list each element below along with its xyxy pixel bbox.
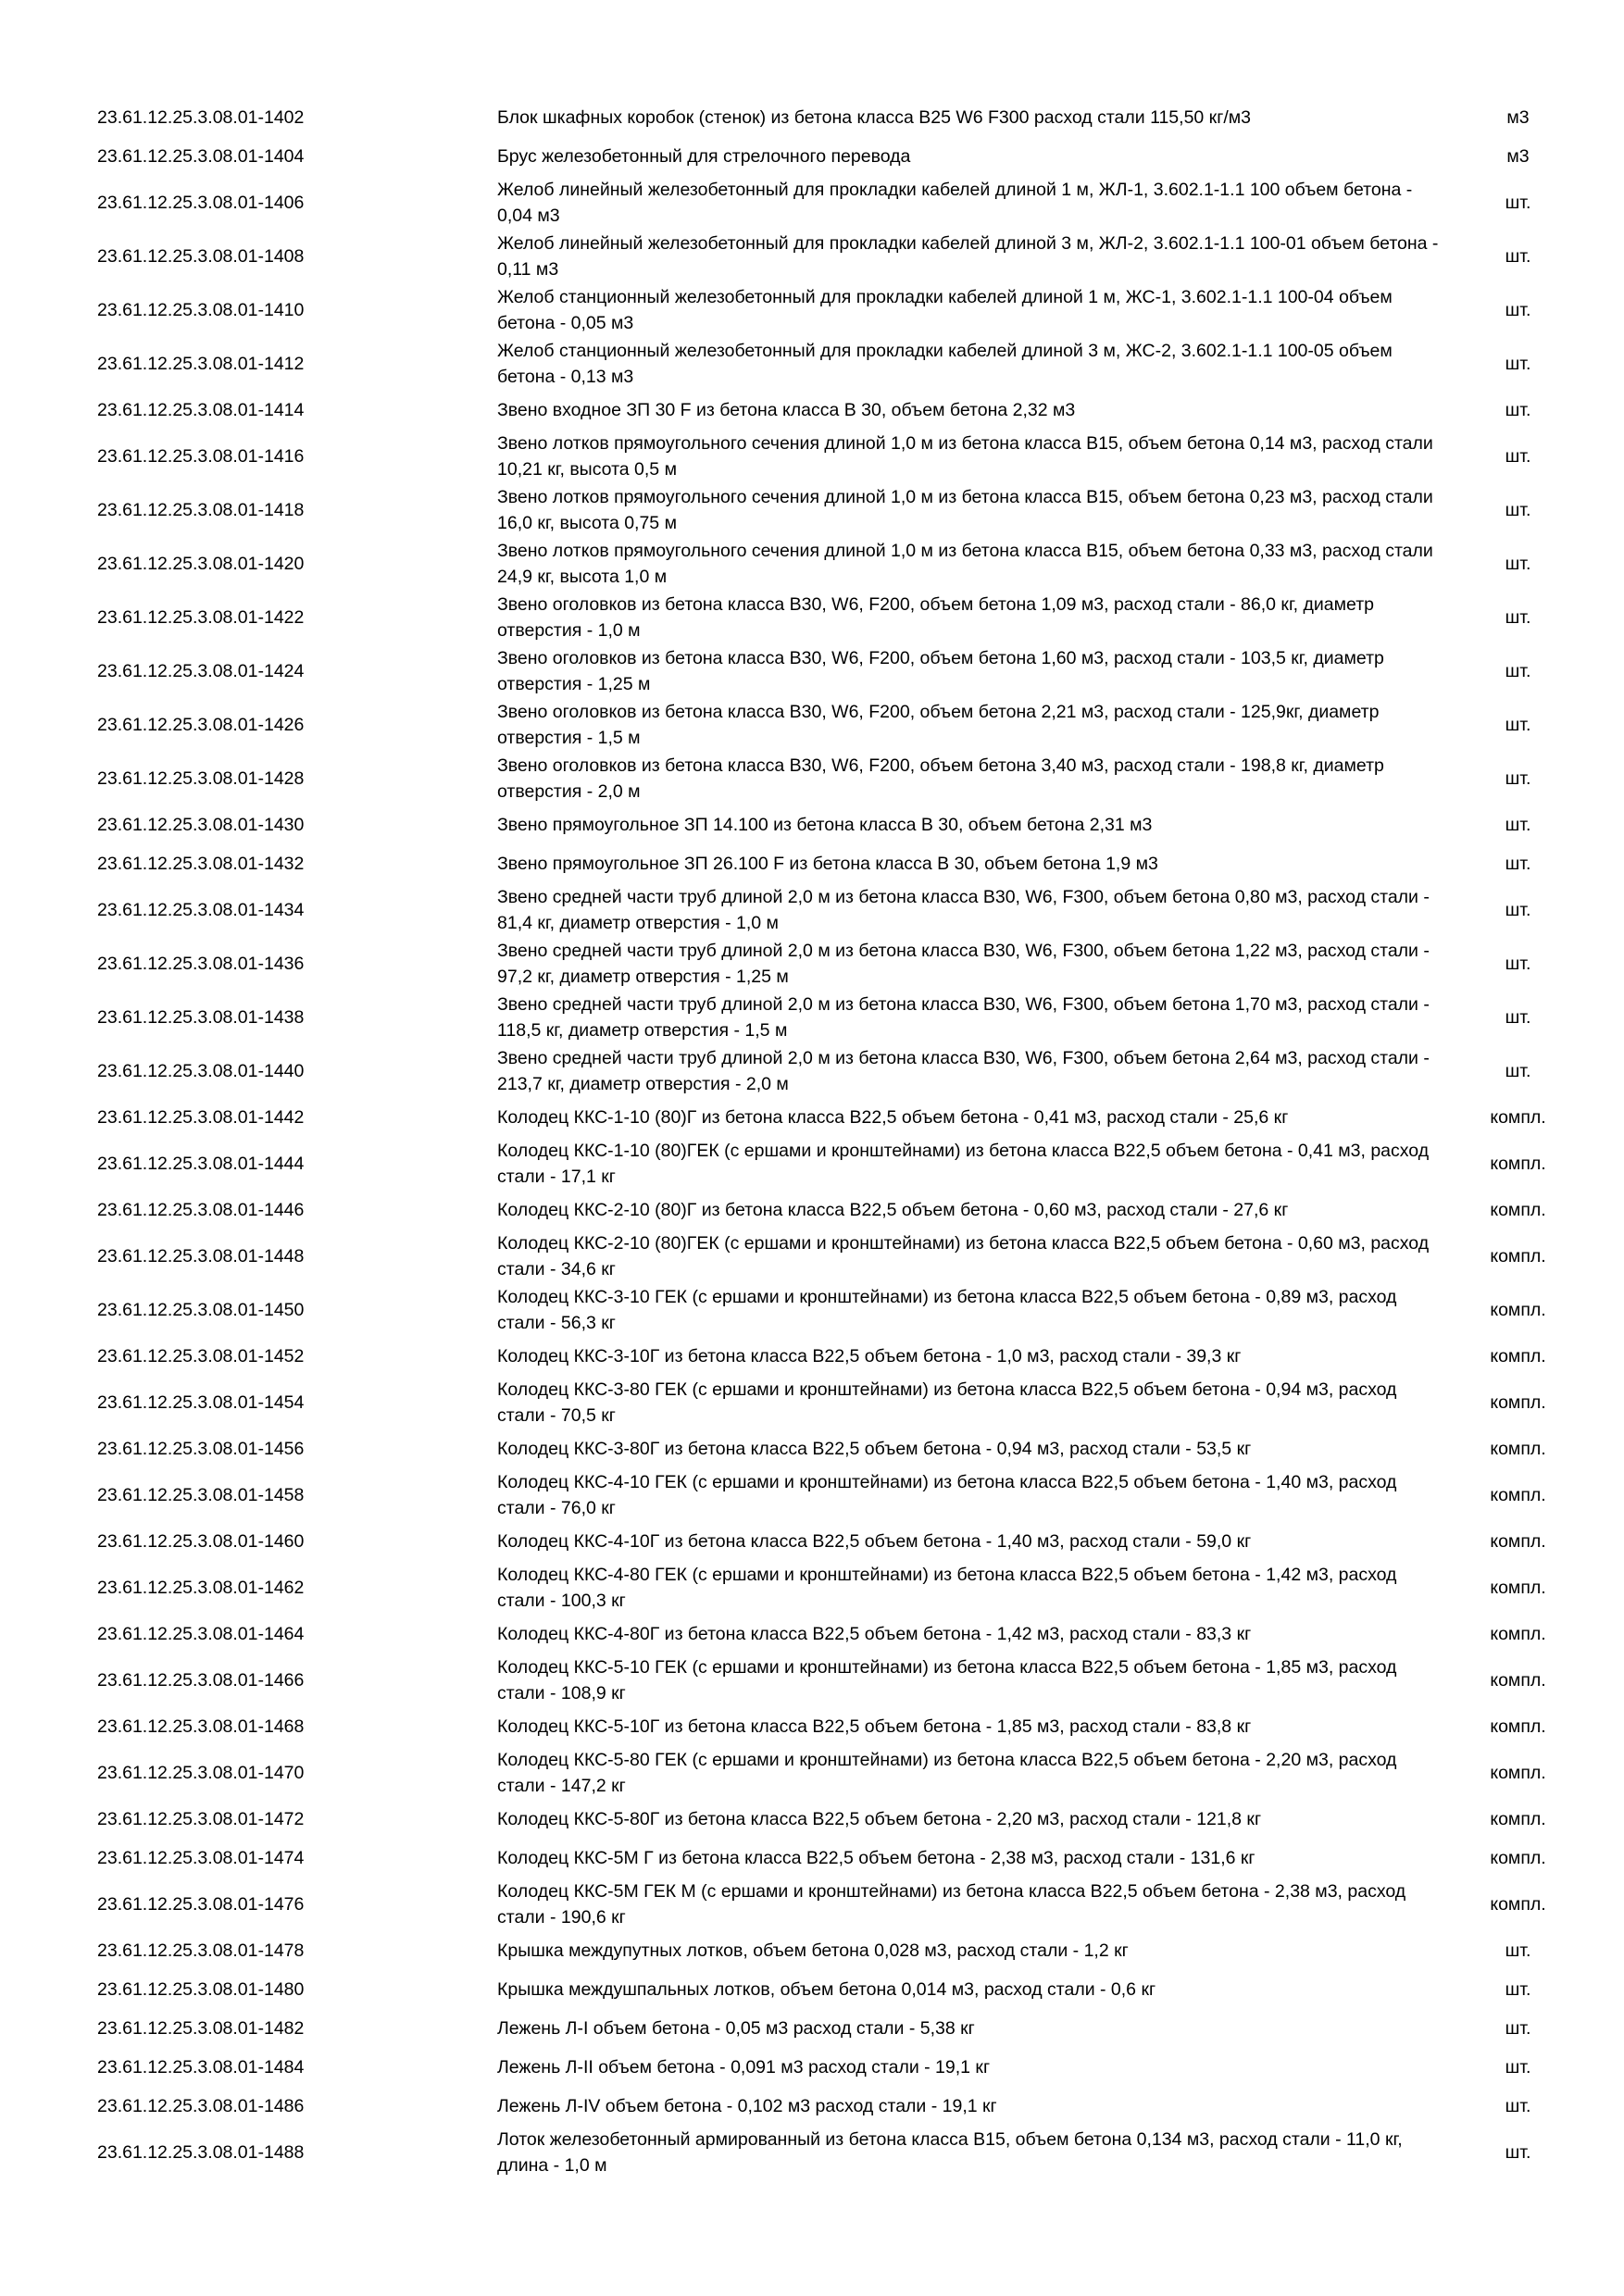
item-code: 23.61.12.25.3.08.01-1414 [97,400,305,420]
item-name: Колодец ККС-2-10 (80)Г из бетона класса В22,5 объем бетона - 0,60 м3, расход стали - 27,6 кг [497,1200,1289,1220]
item-name: Крышка междупутных лотков, объем бетона 0,028 м3, расход стали - 1,2 кг [497,1940,1129,1961]
item-code: 23.61.12.25.3.08.01-1476 [97,1894,305,1915]
item-unit: компл. [1490,1848,1546,1868]
item-name: Колодец ККС-5-10 ГЕК (с ершами и кронштейнами) из бетона класса В22,5 объем бетона - 1,85 м3, расход стали - 108,9 кг [497,1657,1397,1703]
item-code: 23.61.12.25.3.08.01-1432 [97,854,305,874]
table-row [0,937,1624,991]
item-name: Колодец ККС-5М ГЕК М (с ершами и кронштейнами) из бетона класса В22,5 объем бетона - 2,38 м3, расход стали - 190,6 кг [497,1881,1406,1928]
item-name: Колодец ККС-4-10Г из бетона класса В22,5 объем бетона - 1,40 м3, расход стали - 59,0 кг [497,1531,1252,1552]
item-code: 23.61.12.25.3.08.01-1440 [97,1061,305,1081]
table-row [0,430,1624,483]
item-unit: шт. [1505,715,1531,735]
item-unit: компл. [1490,1300,1546,1320]
item-name: Звено оголовков из бетона класса В30, W6, F200, объем бетона 1,09 м3, расход стали - 86,0 кг, диаметр отверстия - 1,0 м [497,594,1375,641]
item-code: 23.61.12.25.3.08.01-1470 [97,1763,305,1783]
table-row [0,1229,1624,1283]
item-code: 23.61.12.25.3.08.01-1412 [97,354,305,374]
item-name: Колодец ККС-2-10 (80)ГЕК (с ершами и кронштейнами) из бетона класса В22,5 объем бетона - 0,60 м3, расход стали - 34,6 кг [497,1233,1430,1279]
item-name: Звено средней части труб длиной 2,0 м из бетона класса В30, W6, F300, объем бетона 1,70 м3, расход стали - 118,5 кг, диаметр отверстия - 1,5 м [497,994,1430,1041]
item-name: Звено лотков прямоугольного сечения длиной 1,0 м из бетона класса В15, объем бетона 0,23 м3, расход стали 16,0 кг, высота 0,75 м [497,487,1433,533]
item-code: 23.61.12.25.3.08.01-1410 [97,300,305,320]
item-name: Звено оголовков из бетона класса В30, W6, F200, объем бетона 2,21 м3, расход стали - 125,9кг, диаметр отверстия - 1,5 м [497,702,1380,748]
table-row [0,1429,1624,1468]
item-unit: компл. [1490,1670,1546,1691]
item-unit: компл. [1490,1154,1546,1174]
table-row [0,591,1624,644]
item-name: Лежень Л-IV объем бетона - 0,102 м3 расход стали - 19,1 кг [497,2096,997,2116]
item-code: 23.61.12.25.3.08.01-1446 [97,1200,305,1220]
item-code: 23.61.12.25.3.08.01-1468 [97,1716,305,1737]
item-code: 23.61.12.25.3.08.01-1456 [97,1439,305,1459]
item-name: Колодец ККС-3-80Г из бетона класса В22,5 объем бетона - 0,94 м3, расход стали - 53,5 кг [497,1439,1252,1459]
item-code: 23.61.12.25.3.08.01-1488 [97,2142,305,2163]
item-unit: шт. [1505,768,1531,789]
item-code: 23.61.12.25.3.08.01-1486 [97,2096,305,2116]
item-code: 23.61.12.25.3.08.01-1436 [97,954,305,974]
item-name: Колодец ККС-3-10Г из бетона класса В22,5 объем бетона - 1,0 м3, расход стали - 39,3 кг [497,1346,1242,1366]
table-row [0,1191,1624,1229]
item-name: Колодец ККС-3-80 ГЕК (с ершами и кронштейнами) из бетона класса В22,5 объем бетона - 0,94 м3, расход стали - 70,5 кг [497,1379,1397,1426]
item-name: Лежень Л-I объем бетона - 0,05 м3 расход стали - 5,38 кг [497,2018,975,2039]
item-code: 23.61.12.25.3.08.01-1458 [97,1485,305,1505]
item-code: 23.61.12.25.3.08.01-1466 [97,1670,305,1691]
item-name: Звено средней части труб длиной 2,0 м из бетона класса В30, W6, F300, объем бетона 2,64 м3, расход стали - 213,7 кг, диаметр отверстия - 2,0 м [497,1048,1430,1094]
table-row [0,1561,1624,1615]
item-unit: шт. [1505,300,1531,320]
table-row [0,1970,1624,2009]
table-row [0,2126,1624,2179]
item-code: 23.61.12.25.3.08.01-1420 [97,554,305,574]
item-code: 23.61.12.25.3.08.01-1484 [97,2057,305,2078]
table-row [0,1522,1624,1561]
table-row [0,337,1624,391]
table-row [0,1931,1624,1970]
item-unit: шт. [1505,900,1531,920]
table-row [0,2048,1624,2087]
item-code: 23.61.12.25.3.08.01-1474 [97,1848,305,1868]
item-unit: шт. [1505,354,1531,374]
item-code: 23.61.12.25.3.08.01-1408 [97,246,305,267]
item-unit: шт. [1505,246,1531,267]
item-unit: шт. [1505,446,1531,467]
item-unit: м3 [1506,107,1530,128]
item-code: 23.61.12.25.3.08.01-1418 [97,500,305,520]
item-name: Желоб станционный железобетонный для прокладки кабелей длиной 1 м, ЖС-1, 3.602.1-1.1 100-04 объем бетона - 0,05 м3 [497,287,1393,333]
item-code: 23.61.12.25.3.08.01-1406 [97,193,305,213]
item-unit: компл. [1490,1624,1546,1644]
item-name: Звено прямоугольное ЗП 26.100 F из бетона класса В 30, объем бетона 1,9 м3 [497,854,1158,874]
item-name: Звено прямоугольное ЗП 14.100 из бетона класса В 30, объем бетона 2,31 м3 [497,815,1153,835]
item-unit: шт. [1505,2057,1531,2078]
table-row [0,644,1624,698]
item-name: Желоб станционный железобетонный для прокладки кабелей длиной 3 м, ЖС-2, 3.602.1-1.1 100-05 объем бетона - 0,13 м3 [497,341,1393,387]
item-code: 23.61.12.25.3.08.01-1462 [97,1578,305,1598]
item-unit: шт. [1505,2142,1531,2163]
table-row [0,483,1624,537]
item-unit: компл. [1490,1346,1546,1366]
item-unit: компл. [1490,1763,1546,1783]
item-code: 23.61.12.25.3.08.01-1438 [97,1007,305,1028]
table-row [0,1707,1624,1746]
item-name: Звено лотков прямоугольного сечения длиной 1,0 м из бетона класса В15, объем бетона 0,33 м3, расход стали 24,9 кг, высота 1,0 м [497,541,1433,587]
item-code: 23.61.12.25.3.08.01-1422 [97,607,305,628]
item-unit: шт. [1505,815,1531,835]
table-row [0,1283,1624,1337]
item-code: 23.61.12.25.3.08.01-1460 [97,1531,305,1552]
item-name: Звено лотков прямоугольного сечения длиной 1,0 м из бетона класса В15, объем бетона 0,14 м3, расход стали 10,21 кг, высота 0,5 м [497,433,1433,480]
item-unit: шт. [1505,954,1531,974]
table-row [0,230,1624,283]
item-code: 23.61.12.25.3.08.01-1426 [97,715,305,735]
item-unit: компл. [1490,1392,1546,1413]
item-code: 23.61.12.25.3.08.01-1454 [97,1392,305,1413]
item-name: Колодец ККС-5-10Г из бетона класса В22,5 объем бетона - 1,85 м3, расход стали - 83,8 кг [497,1716,1252,1737]
table-row [0,1615,1624,1653]
item-unit: компл. [1490,1578,1546,1598]
item-unit: шт. [1505,854,1531,874]
table-row [0,1468,1624,1522]
table-row [0,883,1624,937]
item-name: Звено средней части труб длиной 2,0 м из бетона класса В30, W6, F300, объем бетона 0,80 м3, расход стали - 81,4 кг, диаметр отверстия - 1,0 м [497,887,1430,933]
item-name: Колодец ККС-1-10 (80)Г из бетона класса В22,5 объем бетона - 0,41 м3, расход стали - 25,6 кг [497,1107,1289,1128]
item-unit: шт. [1505,2018,1531,2039]
item-name: Брус железобетонный для стрелочного перевода [497,146,911,167]
item-unit: компл. [1490,1531,1546,1552]
table-row [0,98,1624,137]
table-row [0,1653,1624,1707]
item-unit: шт. [1505,400,1531,420]
item-code: 23.61.12.25.3.08.01-1482 [97,2018,305,2039]
item-name: Колодец ККС-5М Г из бетона класса В22,5 объем бетона - 2,38 м3, расход стали - 131,6 кг [497,1848,1255,1868]
item-name: Звено оголовков из бетона класса В30, W6, F200, объем бетона 1,60 м3, расход стали - 103,5 кг, диаметр отверстия - 1,25 м [497,648,1384,694]
item-code: 23.61.12.25.3.08.01-1450 [97,1300,305,1320]
table-row [0,1800,1624,1839]
item-name: Звено оголовков из бетона класса В30, W6, F200, объем бетона 3,40 м3, расход стали - 198,8 кг, диаметр отверстия - 2,0 м [497,755,1384,802]
table-row [0,1839,1624,1878]
table-row [0,1746,1624,1800]
table-row [0,1337,1624,1376]
item-code: 23.61.12.25.3.08.01-1480 [97,1979,305,2000]
item-name: Блок шкафных коробок (стенок) из бетона класса B25 W6 F300 расход стали 115,50 кг/м3 [497,107,1251,128]
item-code: 23.61.12.25.3.08.01-1430 [97,815,305,835]
table-row [0,176,1624,230]
item-code: 23.61.12.25.3.08.01-1452 [97,1346,305,1366]
item-code: 23.61.12.25.3.08.01-1464 [97,1624,305,1644]
table-row [0,2009,1624,2048]
item-name: Колодец ККС-5-80Г из бетона класса В22,5 объем бетона - 2,20 м3, расход стали - 121,8 кг [497,1809,1262,1829]
item-name: Колодец ККС-5-80 ГЕК (с ершами и кронштейнами) из бетона класса В22,5 объем бетона - 2,20 м3, расход стали - 147,2 кг [497,1750,1397,1796]
item-name: Крышка междушпальных лотков, объем бетона 0,014 м3, расход стали - 0,6 кг [497,1979,1156,2000]
table-row [0,1376,1624,1429]
item-name: Колодец ККС-4-80Г из бетона класса В22,5 объем бетона - 1,42 м3, расход стали - 83,3 кг [497,1624,1252,1644]
item-unit: шт. [1505,193,1531,213]
table-row [0,1137,1624,1191]
item-name: Колодец ККС-4-10 ГЕК (с ершами и кронштейнами) из бетона класса В22,5 объем бетона - 1,40 м3, расход стали - 76,0 кг [497,1472,1397,1518]
item-name: Лежень Л-II объем бетона - 0,091 м3 расход стали - 19,1 кг [497,2057,991,2078]
item-code: 23.61.12.25.3.08.01-1448 [97,1246,305,1267]
item-unit: компл. [1490,1485,1546,1505]
table-row [0,137,1624,176]
item-unit: шт. [1505,1940,1531,1961]
table-row [0,844,1624,883]
item-unit: компл. [1490,1107,1546,1128]
item-code: 23.61.12.25.3.08.01-1404 [97,146,305,167]
item-name: Желоб линейный железобетонный для прокладки кабелей длиной 3 м, ЖЛ-2, 3.602.1-1.1 100-01 объем бетона - 0,11 м3 [497,233,1439,280]
item-code: 23.61.12.25.3.08.01-1424 [97,661,305,681]
table-row [0,537,1624,591]
item-name: Колодец ККС-4-80 ГЕК (с ершами и кронштейнами) из бетона класса В22,5 объем бетона - 1,42 м3, расход стали - 100,3 кг [497,1565,1397,1611]
item-unit: м3 [1506,146,1530,167]
item-unit: шт. [1505,607,1531,628]
item-unit: шт. [1505,500,1531,520]
item-unit: шт. [1505,554,1531,574]
item-unit: компл. [1490,1246,1546,1267]
item-code: 23.61.12.25.3.08.01-1472 [97,1809,305,1829]
item-unit: компл. [1490,1200,1546,1220]
table-row [0,752,1624,805]
item-unit: шт. [1505,661,1531,681]
table-row [0,698,1624,752]
item-unit: шт. [1505,2096,1531,2116]
table-row [0,991,1624,1044]
table-row [0,283,1624,337]
item-unit: компл. [1490,1809,1546,1829]
item-unit: компл. [1490,1716,1546,1737]
item-name: Лоток железобетонный армированный из бетона класса В15, объем бетона 0,134 м3, расход стали - 11,0 кг, длина - 1,0 м [497,2129,1403,2176]
item-code: 23.61.12.25.3.08.01-1444 [97,1154,305,1174]
item-code: 23.61.12.25.3.08.01-1428 [97,768,305,789]
table-row [0,2087,1624,2126]
table-row [0,1044,1624,1098]
item-code: 23.61.12.25.3.08.01-1442 [97,1107,305,1128]
item-name: Колодец ККС-1-10 (80)ГЕК (с ершами и кронштейнами) из бетона класса В22,5 объем бетона - 0,41 м3, расход стали - 17,1 кг [497,1141,1430,1187]
item-code: 23.61.12.25.3.08.01-1434 [97,900,305,920]
item-name: Звено входное ЗП 30 F из бетона класса В 30, объем бетона 2,32 м3 [497,400,1076,420]
item-unit: компл. [1490,1894,1546,1915]
price-list-table [0,98,1624,2179]
table-row [0,805,1624,844]
item-unit: компл. [1490,1439,1546,1459]
table-row [0,1098,1624,1137]
item-unit: шт. [1505,1007,1531,1028]
item-name: Звено средней части труб длиной 2,0 м из бетона класса В30, W6, F300, объем бетона 1,22 м3, расход стали - 97,2 кг, диаметр отверстия - 1,25 м [497,941,1430,987]
item-name: Колодец ККС-3-10 ГЕК (с ершами и кронштейнами) из бетона класса В22,5 объем бетона - 0,89 м3, расход стали - 56,3 кг [497,1287,1397,1333]
table-row [0,1878,1624,1931]
item-code: 23.61.12.25.3.08.01-1402 [97,107,305,128]
item-unit: шт. [1505,1061,1531,1081]
item-code: 23.61.12.25.3.08.01-1416 [97,446,305,467]
item-unit: шт. [1505,1979,1531,2000]
item-name: Желоб линейный железобетонный для прокладки кабелей длиной 1 м, ЖЛ-1, 3.602.1-1.1 100 объем бетона - 0,04 м3 [497,180,1413,226]
item-code: 23.61.12.25.3.08.01-1478 [97,1940,305,1961]
table-row [0,391,1624,430]
